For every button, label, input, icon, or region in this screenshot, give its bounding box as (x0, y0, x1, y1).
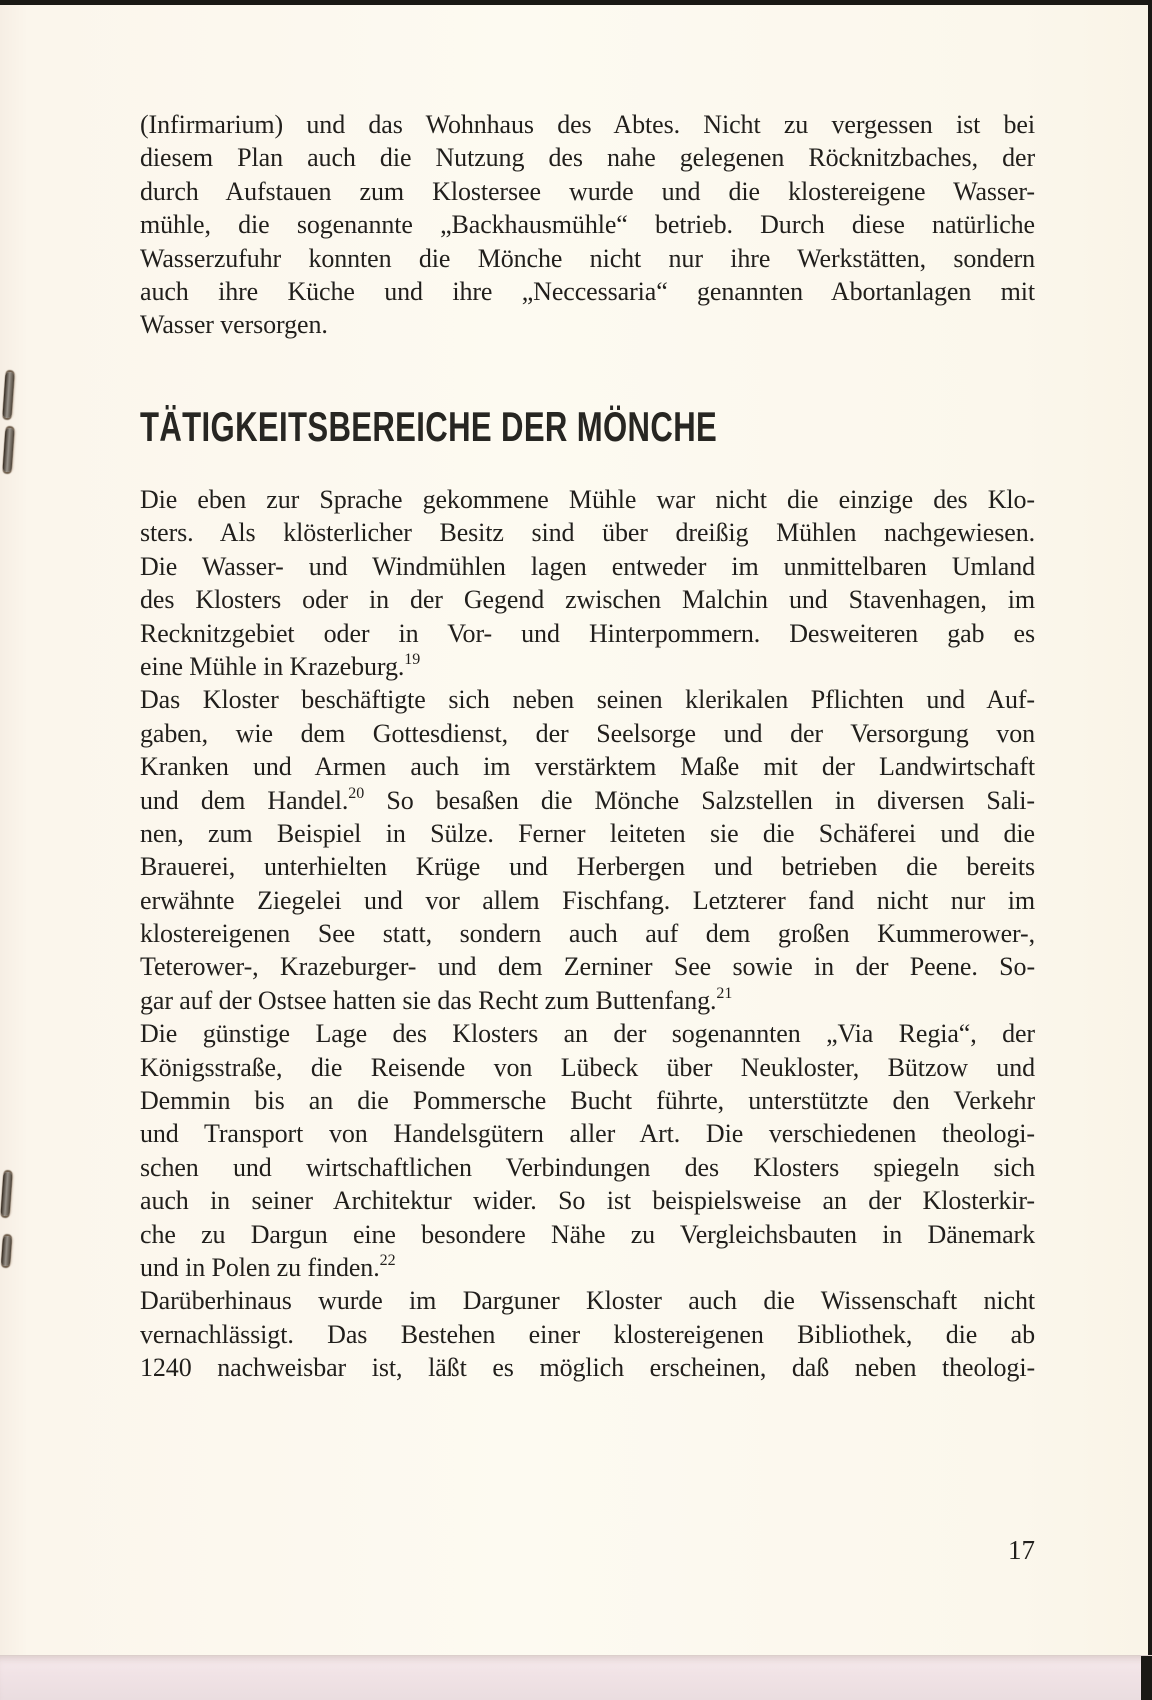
text-line: Kranken und Armen auch im verstärktem Maße mit der Landwirtschaft (140, 752, 1035, 782)
text-line: des Klosters oder in der Gegend zwischen Malchin und Stavenhagen, im (140, 585, 1035, 615)
staple-mark (1, 1236, 12, 1267)
section-heading: TÄTIGKEITSBEREICHE DER MÖNCHE (140, 403, 718, 450)
footnote-ref: 22 (379, 1252, 396, 1270)
text-line: Wasserzufuhr konnten die Mönche nicht nur ihre Werkstätten, sondern (140, 243, 1035, 273)
paragraph (140, 1284, 1035, 1384)
footnote-ref: 19 (404, 651, 421, 669)
text-line: Die günstige Lage des Klosters an der sogenannten „Via Regia“, der (140, 1019, 1035, 1049)
text-line: Darüberhinaus wurde im Darguner Kloster auch die Wissenschaft nicht (140, 1286, 1035, 1316)
text-line: und dem Handel.$^{20}$ So besaßen die Mönche Salzstellen in diversen Sali- (140, 784, 1035, 815)
text-line: Brauerei, unterhielten Krüge und Herbergen und betrieben die bereits (140, 852, 1035, 882)
text-line: gaben, wie dem Gottesdienst, der Seelsorge und der Versorgung von (140, 718, 1035, 748)
text-line: und in Polen zu finden.$^{22}$ (140, 1252, 396, 1282)
text-line: durch Aufstauen zum Klostersee wurde und die klostereigene Wasser- (140, 176, 1035, 206)
text-line: Die eben zur Sprache gekommene Mühle war nicht die einzige des Klo- (140, 485, 1035, 514)
staple-mark (2, 428, 14, 473)
staple-mark (0, 1172, 12, 1217)
footnote-ref: 20 (348, 784, 365, 802)
page-number: 17 (1008, 1535, 1035, 1565)
text-line: klostereigenen See statt, sondern auch auf dem großen Kummerower-, (140, 919, 1035, 949)
text-line: 1240 nachweisbar ist, läßt es möglich erscheinen, daß neben theologi- (140, 1353, 1035, 1383)
text-line: auch ihre Küche und ihre „Neccessaria“ genannten Abortanlagen mit (140, 276, 1035, 306)
text-line: sters. Als klösterlicher Besitz sind über dreißig Mühlen nachgewiesen. (140, 518, 1035, 548)
paragraph (140, 1017, 1035, 1284)
text-line: (Infirmarium) und das Wohnhaus des Abtes. Nicht zu vergessen ist bei (140, 110, 1035, 139)
text-line: auch in seiner Architektur wider. So ist beispielsweise an der Klosterkir- (140, 1186, 1035, 1216)
paragraph (140, 683, 1035, 1017)
body-paragraphs (140, 483, 1035, 1385)
text-line: und Transport von Handelsgütern aller Art. Die verschiedenen theologi- (140, 1119, 1035, 1149)
paragraph (140, 483, 1035, 683)
text-block (140, 0, 1035, 1700)
text-line: nen, zum Beispiel in Sülze. Ferner leiteten sie die Schäferei und die (140, 818, 1035, 848)
text-line: che zu Dargun eine besondere Nähe zu Vergleichsbauten in Dänemark (140, 1219, 1035, 1249)
text-line: mühle, die sogenannte „Backhausmühle“ betrieb. Durch diese natürliche (140, 210, 1035, 240)
scan-corner-strip (1141, 1656, 1152, 1700)
text-line: vernachlässigt. Das Bestehen einer klostereigenen Bibliothek, die ab (140, 1319, 1035, 1349)
text-line: Die Wasser- und Windmühlen lagen entweder im unmittelbaren Umland (140, 551, 1035, 581)
text-line: Teterower-, Krazeburger- und dem Zerniner See sowie in der Peene. So- (140, 952, 1035, 982)
text-line: Königsstraße, die Reisende von Lübeck über Neukloster, Bützow und (140, 1052, 1035, 1082)
text-line: Demmin bis an die Pommersche Bucht führte, unterstützte den Verkehr (140, 1086, 1035, 1116)
paragraph-continuation (140, 108, 1035, 342)
text-line: Das Kloster beschäftigte sich neben seinen klerikalen Pflichten und Auf- (140, 685, 1035, 715)
text-line: schen und wirtschaftlichen Verbindungen des Klosters spiegeln sich (140, 1152, 1035, 1182)
text-line: diesem Plan auch die Nutzung des nahe gelegenen Röcknitzbaches, der (140, 143, 1035, 173)
text-line: eine Mühle in Krazeburg.$^{19}$ (140, 651, 421, 681)
staple-mark (2, 372, 14, 419)
text-line: Recknitzgebiet oder in Vor- und Hinterpommern. Desweiteren gab es (140, 618, 1035, 648)
text-line: gar auf der Ostsee hatten sie das Recht zum Buttenfang.$^{21}$ (140, 985, 733, 1015)
footnote-ref: 21 (716, 985, 733, 1003)
text-line: erwähnte Ziegelei und vor allem Fischfang. Letzterer fand nicht nur im (140, 885, 1035, 915)
text-line: Wasser versorgen. (140, 310, 328, 340)
scan-right-edge (1148, 0, 1152, 1656)
